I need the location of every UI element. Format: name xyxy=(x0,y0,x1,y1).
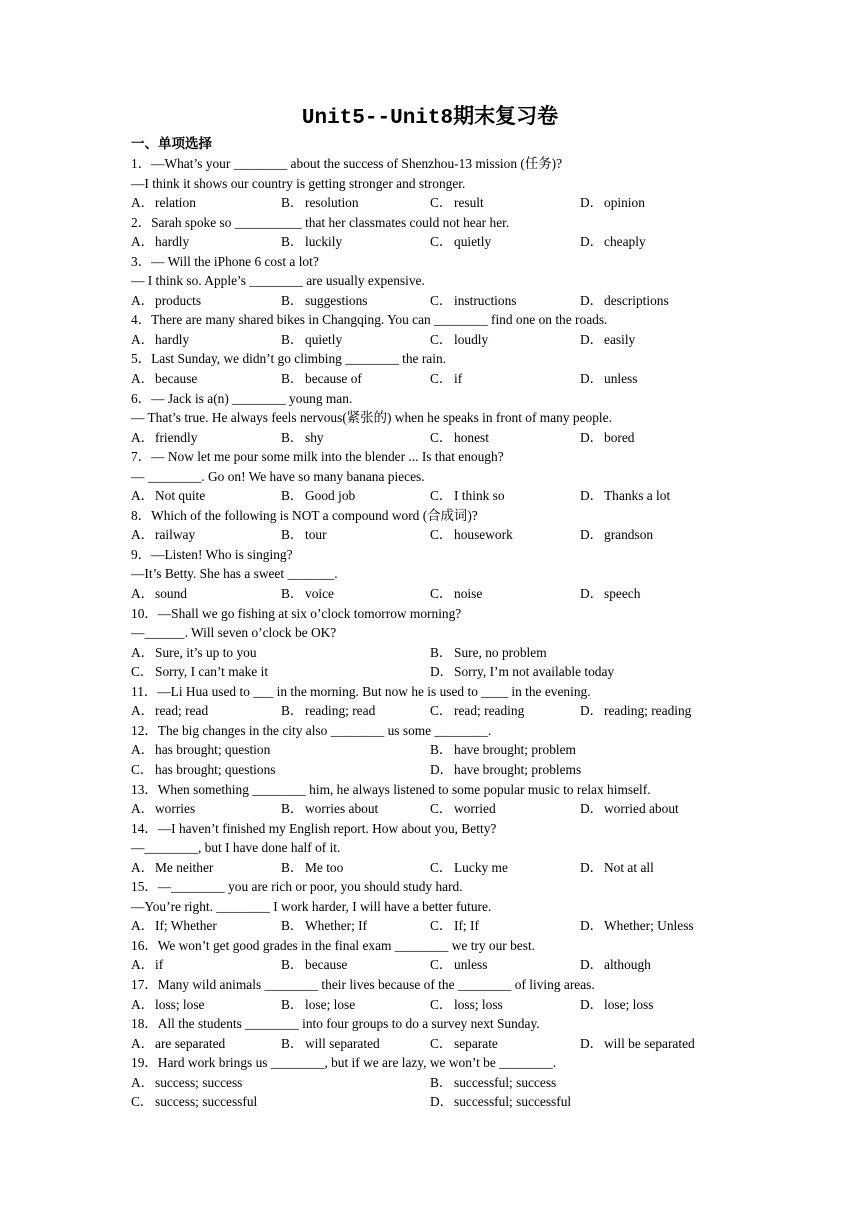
question-item xyxy=(131,389,751,448)
option-text: speech xyxy=(604,586,641,602)
answer-option xyxy=(430,486,505,506)
answer-option xyxy=(131,369,197,389)
question-dialogue-line: — I think so. Apple’s ________ are usually expensive. xyxy=(131,273,425,289)
option-text: success; successful xyxy=(155,1094,258,1110)
question-stem: 2．Sarah spoke so __________ that her classmates could not hear her. xyxy=(131,214,510,230)
option-letter: C． xyxy=(430,234,453,250)
options-row xyxy=(131,1092,751,1112)
option-letter: C． xyxy=(131,1094,154,1110)
answer-option xyxy=(131,486,205,506)
option-text: bored xyxy=(604,429,635,445)
answer-option xyxy=(281,995,355,1015)
question-item xyxy=(131,936,751,975)
answer-option xyxy=(580,995,653,1015)
options-row xyxy=(131,330,751,350)
answer-option xyxy=(281,858,343,878)
option-text: if xyxy=(155,957,164,973)
option-letter: A． xyxy=(131,957,155,973)
option-text: instructions xyxy=(454,292,517,308)
option-text: loudly xyxy=(454,331,489,347)
answer-option xyxy=(131,232,189,252)
option-letter: B． xyxy=(281,331,304,347)
options-row xyxy=(131,643,751,663)
option-text: Lucky me xyxy=(454,859,508,875)
question-stem: 14．—I haven’t finished my English report. How about you, Betty? xyxy=(131,820,497,836)
question-dialogue-line: —________, but I have done half of it. xyxy=(131,840,341,856)
option-text: quietly xyxy=(454,234,492,250)
option-letter: D． xyxy=(580,195,604,211)
option-letter: B． xyxy=(281,918,304,934)
question-stem: 19．Hard work brings us ________, but if we are lazy, we won’t be ________. xyxy=(131,1055,557,1071)
option-text: housework xyxy=(454,527,513,543)
options-row xyxy=(131,799,751,819)
answer-option xyxy=(131,525,195,545)
answer-option xyxy=(580,955,651,975)
option-letter: A． xyxy=(131,703,155,719)
option-text: has brought; questions xyxy=(155,761,276,777)
option-text: worried about xyxy=(604,801,679,817)
option-text: Sorry, I’m not available today xyxy=(454,664,615,680)
option-letter: D． xyxy=(580,488,604,504)
question-item xyxy=(131,975,751,1014)
question-stem: 12．The big changes in the city also ________ us some ________. xyxy=(131,722,492,738)
answer-option xyxy=(281,486,355,506)
options-row xyxy=(131,193,751,213)
option-letter: B． xyxy=(281,996,304,1012)
option-text: Thanks a lot xyxy=(604,488,671,504)
option-letter: C． xyxy=(430,371,453,387)
question-item xyxy=(131,545,751,604)
answer-option xyxy=(580,232,646,252)
option-letter: C． xyxy=(131,761,154,777)
answer-option xyxy=(131,995,204,1015)
option-text: honest xyxy=(454,429,489,445)
option-letter: C． xyxy=(430,996,453,1012)
option-letter: C． xyxy=(430,331,453,347)
answer-option xyxy=(131,955,163,975)
option-letter: A． xyxy=(131,234,155,250)
answer-option xyxy=(430,740,576,760)
option-text: If; If xyxy=(454,918,479,934)
option-text: sound xyxy=(155,586,187,602)
option-text: lose; loss xyxy=(604,996,654,1012)
option-text: products xyxy=(155,292,202,308)
option-letter: A． xyxy=(131,859,155,875)
option-text: Sure, no problem xyxy=(454,644,547,660)
option-letter: B． xyxy=(281,703,304,719)
section-heading: 一、单项选择 xyxy=(131,136,212,152)
option-letter: D． xyxy=(580,331,604,347)
answer-option xyxy=(281,291,368,311)
option-letter: D． xyxy=(580,429,604,445)
options-row xyxy=(131,1073,751,1093)
option-letter: D． xyxy=(580,371,604,387)
option-text: lose; lose xyxy=(305,996,356,1012)
question-dialogue-line: — That’s true. He always feels nervous(紧张的) when he speaks in front of many people. xyxy=(131,410,612,426)
option-letter: B． xyxy=(281,429,304,445)
options-row xyxy=(131,760,751,780)
option-text: I think so xyxy=(454,488,505,504)
option-letter: B． xyxy=(430,742,453,758)
answer-option xyxy=(281,330,342,350)
question-stem: 5．Last Sunday, we didn’t go climbing ________ the rain. xyxy=(131,351,447,367)
question-stem: 16．We won’t get good grades in the final exam ________ we try our best. xyxy=(131,937,536,953)
option-text: Sorry, I can’t make it xyxy=(155,664,269,680)
answer-option xyxy=(430,232,491,252)
answer-option xyxy=(430,584,482,604)
answer-option xyxy=(131,916,217,936)
option-letter: B． xyxy=(281,371,304,387)
answer-option xyxy=(430,1092,571,1112)
question-dialogue-line: —You’re right. ________ I work harder, I will have a better future. xyxy=(131,898,492,914)
option-letter: C． xyxy=(131,664,154,680)
answer-option xyxy=(131,701,208,721)
option-text: result xyxy=(454,195,484,211)
option-text: reading; reading xyxy=(604,703,692,719)
option-text: has brought; question xyxy=(155,742,271,758)
option-letter: A． xyxy=(131,1035,155,1051)
option-letter: D． xyxy=(430,761,454,777)
answer-option xyxy=(131,584,187,604)
option-text: cheaply xyxy=(604,234,646,250)
option-letter: D． xyxy=(430,664,454,680)
question-stem: 10．—Shall we go fishing at six o’clock tomorrow morning? xyxy=(131,605,462,621)
question-stem: 11．—Li Hua used to ___ in the morning. But now he is used to ____ in the evening. xyxy=(131,683,591,699)
question-item xyxy=(131,604,751,682)
option-letter: C． xyxy=(430,703,453,719)
answer-option xyxy=(131,291,201,311)
question-stem: 6．— Jack is a(n) ________ young man. xyxy=(131,390,353,406)
option-letter: A． xyxy=(131,644,155,660)
answer-option xyxy=(131,330,189,350)
answer-option xyxy=(131,643,257,663)
question-item xyxy=(131,1014,751,1053)
options-row xyxy=(131,369,751,389)
options-row xyxy=(131,662,751,682)
question-stem: 13．When something ________ him, he always listened to some popular music to relax himself. xyxy=(131,781,651,797)
question-stem: 15．—________ you are rich or poor, you should study hard. xyxy=(131,879,463,895)
answer-option xyxy=(580,799,679,819)
option-text: Whether; If xyxy=(305,918,368,934)
option-letter: B． xyxy=(281,957,304,973)
option-letter: A． xyxy=(131,801,155,817)
option-text: although xyxy=(604,957,651,973)
option-letter: A． xyxy=(131,488,155,504)
answer-option xyxy=(281,428,324,448)
option-text: successful; successful xyxy=(454,1094,572,1110)
option-text: Me too xyxy=(305,859,344,875)
option-text: because xyxy=(305,957,348,973)
option-text: relation xyxy=(155,195,196,211)
answer-option xyxy=(580,701,691,721)
option-letter: B． xyxy=(281,859,304,875)
answer-option xyxy=(430,428,489,448)
option-text: Not at all xyxy=(604,859,654,875)
option-letter: D． xyxy=(580,996,604,1012)
option-text: If; Whether xyxy=(155,918,217,934)
answer-option xyxy=(131,740,270,760)
option-letter: B． xyxy=(281,586,304,602)
option-text: suggestions xyxy=(305,292,368,308)
answer-option xyxy=(131,1092,257,1112)
option-letter: C． xyxy=(430,488,453,504)
question-dialogue-line: —______. Will seven o’clock be OK? xyxy=(131,625,337,641)
question-item xyxy=(131,682,751,721)
option-text: unless xyxy=(604,371,638,387)
answer-option xyxy=(580,291,669,311)
answer-option xyxy=(580,858,654,878)
question-item xyxy=(131,213,751,252)
option-text: unless xyxy=(454,957,488,973)
answer-option xyxy=(430,1034,498,1054)
answer-option xyxy=(430,916,479,936)
option-letter: D． xyxy=(580,234,604,250)
question-stem: 18．All the students ________ into four groups to do a survey next Sunday. xyxy=(131,1016,540,1032)
answer-option xyxy=(131,1073,242,1093)
option-text: reading; read xyxy=(305,703,376,719)
option-text: voice xyxy=(305,586,334,602)
option-text: will separated xyxy=(305,1035,380,1051)
answer-option xyxy=(281,916,367,936)
option-letter: C． xyxy=(430,957,453,973)
option-letter: C． xyxy=(430,527,453,543)
option-text: have brought; problem xyxy=(454,742,576,758)
option-text: read; read xyxy=(155,703,209,719)
options-row xyxy=(131,232,751,252)
option-letter: A． xyxy=(131,429,155,445)
option-letter: C． xyxy=(430,918,453,934)
option-letter: D． xyxy=(580,957,604,973)
options-row xyxy=(131,486,751,506)
option-letter: A． xyxy=(131,371,155,387)
answer-option xyxy=(281,369,362,389)
option-text: opinion xyxy=(604,195,645,211)
answer-option xyxy=(131,799,195,819)
answer-option xyxy=(281,1034,380,1054)
option-text: because of xyxy=(305,371,362,387)
answer-option xyxy=(430,662,614,682)
option-text: worries about xyxy=(305,801,379,817)
answer-option xyxy=(580,916,694,936)
answer-option xyxy=(580,428,635,448)
option-text: easily xyxy=(604,331,636,347)
option-letter: B． xyxy=(281,234,304,250)
option-letter: D． xyxy=(580,292,604,308)
option-text: noise xyxy=(454,586,483,602)
options-row xyxy=(131,916,751,936)
option-text: Good job xyxy=(305,488,356,504)
option-text: Not quite xyxy=(155,488,206,504)
option-text: will be separated xyxy=(604,1035,695,1051)
option-letter: D． xyxy=(580,1035,604,1051)
option-letter: A． xyxy=(131,996,155,1012)
answer-option xyxy=(580,486,670,506)
question-item xyxy=(131,506,751,545)
option-letter: C． xyxy=(430,292,453,308)
answer-option xyxy=(131,193,196,213)
answer-option xyxy=(430,995,503,1015)
option-letter: D． xyxy=(580,586,604,602)
question-stem: 9．—Listen! Who is singing? xyxy=(131,546,293,562)
option-letter: C． xyxy=(430,195,453,211)
option-letter: C． xyxy=(430,1035,453,1051)
question-item xyxy=(131,310,751,349)
answer-option xyxy=(580,584,640,604)
option-text: success; success xyxy=(155,1074,243,1090)
option-text: separate xyxy=(454,1035,498,1051)
option-text: because xyxy=(155,371,198,387)
question-item xyxy=(131,252,751,311)
option-letter: B． xyxy=(281,292,304,308)
question-item xyxy=(131,447,751,506)
answer-option xyxy=(131,428,197,448)
option-text: loss; loss xyxy=(454,996,503,1012)
option-letter: B． xyxy=(281,1035,304,1051)
option-letter: A． xyxy=(131,742,155,758)
answer-option xyxy=(281,193,359,213)
option-letter: D． xyxy=(580,703,604,719)
answer-option xyxy=(430,369,462,389)
answer-option xyxy=(430,525,513,545)
answer-option xyxy=(281,525,327,545)
question-stem: 4．There are many shared bikes in Changqing. You can ________ find one on the roads. xyxy=(131,312,608,328)
answer-option xyxy=(430,330,488,350)
option-text: are separated xyxy=(155,1035,226,1051)
option-letter: C． xyxy=(430,801,453,817)
option-letter: B． xyxy=(281,527,304,543)
option-letter: C． xyxy=(430,586,453,602)
option-text: worried xyxy=(454,801,496,817)
option-letter: A． xyxy=(131,527,155,543)
option-letter: B． xyxy=(430,644,453,660)
option-letter: D． xyxy=(430,1094,454,1110)
options-row xyxy=(131,858,751,878)
question-item xyxy=(131,154,751,213)
question-stem: 7．— Now let me pour some milk into the blender ... Is that enough? xyxy=(131,449,504,465)
options-row xyxy=(131,955,751,975)
option-letter: B． xyxy=(281,801,304,817)
options-row xyxy=(131,584,751,604)
answer-option xyxy=(281,799,378,819)
answer-option xyxy=(430,858,508,878)
question-stem: 17．Many wild animals ________ their lives because of the ________ of living areas. xyxy=(131,976,595,992)
answer-option xyxy=(430,291,517,311)
question-dialogue-line: — ________. Go on! We have so many banana pieces. xyxy=(131,468,425,484)
option-letter: A． xyxy=(131,918,155,934)
question-stem: 1．—What’s your ________ about the success of Shenzhou-13 mission (任务)? xyxy=(131,156,563,171)
option-text: worries xyxy=(155,801,196,817)
option-text: Sure, it’s up to you xyxy=(155,644,257,660)
answer-option xyxy=(131,662,268,682)
question-item xyxy=(131,819,751,878)
option-letter: A． xyxy=(131,586,155,602)
question-list xyxy=(131,154,751,1112)
option-letter: D． xyxy=(580,801,604,817)
answer-option xyxy=(580,193,645,213)
option-text: hardly xyxy=(155,331,190,347)
option-letter: C． xyxy=(430,859,453,875)
answer-option xyxy=(430,955,487,975)
answer-option xyxy=(131,1034,225,1054)
option-letter: C． xyxy=(430,429,453,445)
options-row xyxy=(131,525,751,545)
option-letter: A． xyxy=(131,1074,155,1090)
answer-option xyxy=(580,330,635,350)
answer-option xyxy=(281,955,347,975)
option-letter: A． xyxy=(131,331,155,347)
options-row xyxy=(131,740,751,760)
question-item xyxy=(131,721,751,780)
answer-option xyxy=(281,584,334,604)
answer-option xyxy=(281,701,375,721)
question-item xyxy=(131,1053,751,1112)
option-letter: A． xyxy=(131,292,155,308)
answer-option xyxy=(580,1034,695,1054)
option-text: shy xyxy=(305,429,324,445)
option-text: luckily xyxy=(305,234,343,250)
answer-option xyxy=(281,232,342,252)
option-letter: D． xyxy=(580,527,604,543)
option-text: hardly xyxy=(155,234,190,250)
answer-option xyxy=(430,1073,556,1093)
option-text: if xyxy=(454,371,463,387)
option-letter: B． xyxy=(281,488,304,504)
question-stem: 3．— Will the iPhone 6 cost a lot? xyxy=(131,253,319,269)
option-letter: A． xyxy=(131,195,155,211)
option-text: read; reading xyxy=(454,703,525,719)
answer-option xyxy=(430,701,524,721)
option-text: quietly xyxy=(305,331,343,347)
question-item xyxy=(131,780,751,819)
document-title: Unit5--Unit8期末复习卷 xyxy=(301,107,559,130)
option-letter: D． xyxy=(580,859,604,875)
option-text: tour xyxy=(305,527,327,543)
options-row xyxy=(131,701,751,721)
answer-option xyxy=(131,760,276,780)
options-row xyxy=(131,428,751,448)
option-text: loss; lose xyxy=(155,996,205,1012)
question-dialogue-line: —I think it shows our country is getting stronger and stronger. xyxy=(131,175,466,191)
option-text: descriptions xyxy=(604,292,669,308)
option-text: Whether; Unless xyxy=(604,918,694,934)
answer-option xyxy=(430,760,581,780)
answer-option xyxy=(580,369,637,389)
option-text: railway xyxy=(155,527,196,543)
answer-option xyxy=(430,643,547,663)
option-letter: D． xyxy=(580,918,604,934)
options-row xyxy=(131,1034,751,1054)
option-text: grandson xyxy=(604,527,654,543)
options-row xyxy=(131,291,751,311)
option-text: friendly xyxy=(155,429,198,445)
question-dialogue-line: —It’s Betty. She has a sweet _______. xyxy=(131,566,338,582)
question-item xyxy=(131,877,751,936)
question-stem: 8．Which of the following is NOT a compound word (合成词)? xyxy=(131,507,478,523)
answer-option xyxy=(430,193,484,213)
option-text: Me neither xyxy=(155,859,214,875)
option-letter: B． xyxy=(281,195,304,211)
option-text: resolution xyxy=(305,195,359,211)
options-row xyxy=(131,995,751,1015)
question-item xyxy=(131,349,751,388)
answer-option xyxy=(580,525,653,545)
answer-option xyxy=(131,858,213,878)
answer-option xyxy=(430,799,496,819)
option-letter: B． xyxy=(430,1074,453,1090)
option-text: successful; success xyxy=(454,1074,557,1090)
option-text: have brought; problems xyxy=(454,761,582,777)
